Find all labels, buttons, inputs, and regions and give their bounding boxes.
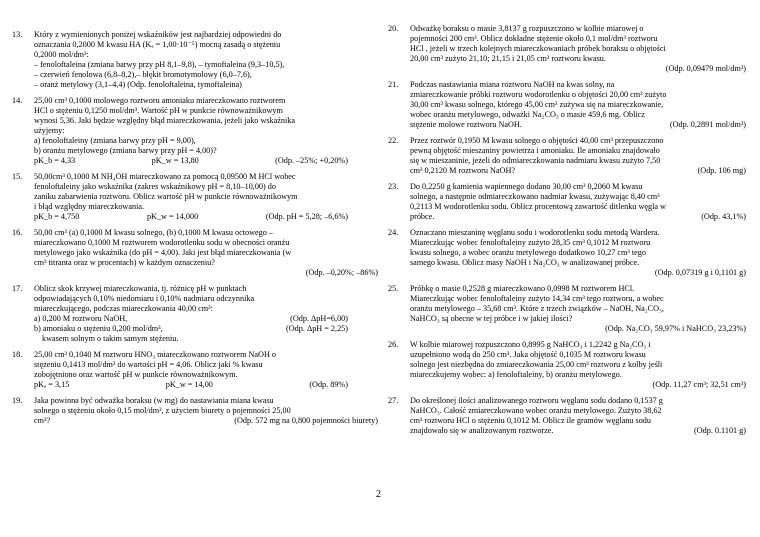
problem-text: oranżu metylowego – 35,68 cm³. Które z trzech związków – NaOH, Na₂CO₃, bbox=[410, 304, 664, 313]
problem-number: 26. bbox=[388, 340, 399, 349]
problem-text: solnego o stężeniu około 0,15 mol/dm³, z użyciem biurety o pojemności 25,00 bbox=[34, 406, 291, 415]
problem-text: cm³? bbox=[34, 416, 51, 425]
answer: (Odp. 0,2891 mol/dm³) bbox=[669, 120, 746, 129]
indicator-option: – fenoloftaleina (zmiana barwy przy pH 8,1–9,8), – tymoftaleina (9,3–10,5), bbox=[34, 60, 285, 69]
problem-text: stężeniu 0,1413 mol/dm³ do wartości pH = 4,06. Oblicz jaki % kwasu bbox=[34, 360, 263, 369]
problem-15 bbox=[12, 172, 378, 222]
problem-text: cm³ roztworu HCl o stężeniu 0,1012 M. Oblicz ile gramów węglanu sodu bbox=[410, 416, 651, 425]
problem-text: się w mieszaninie, jeżeli do odmiareczkowania nadmiaru kwasu zużyto 7,50 bbox=[410, 156, 661, 165]
problem-number: 13. bbox=[12, 30, 23, 39]
constant: pK_w = 13,80 bbox=[151, 156, 199, 165]
problem-number: 17. bbox=[12, 284, 23, 293]
problem-20 bbox=[388, 24, 746, 74]
problem-text: miareczkowano 0,1000 M roztworem wodorotlenku sodu w obecności oranżu bbox=[34, 238, 290, 247]
problem-number: 20. bbox=[388, 24, 399, 33]
problem-text: 25,00 cm³ 0,1040 M roztworu HNO₃ miareczkowano roztworem NaOH o bbox=[34, 350, 277, 359]
problem-text: 50,00 cm³ (a) 0,1000 M kwasu solnego, (b) 0,1000 M kwasu octowego – bbox=[34, 228, 273, 237]
problem-text-with-answer bbox=[34, 416, 378, 426]
constant: pKₐ = 3,15 bbox=[34, 380, 70, 389]
problem-text: cm³ 0,2120 M roztworu NaOH? bbox=[410, 166, 516, 175]
problem-text: oznaczania 0,2000 M kwasu HA (Kₐ = 1,00·10⁻⁵) mocną zasadą o stężeniu bbox=[34, 40, 281, 49]
answer: (Odp. 572 mg na 0,800 pojemności biurety) bbox=[234, 416, 378, 425]
problem-number: 24. bbox=[388, 228, 399, 237]
problem-number: 23. bbox=[388, 182, 399, 191]
problem-17 bbox=[12, 284, 378, 344]
problem-text: 25,00 cm³ 0,1000 molowego roztworu amoniaku miareczkowano roztworem bbox=[34, 96, 286, 105]
problem-text: Podczas nastawiania miana roztworu NaOH na kwas solny, na bbox=[410, 80, 615, 89]
problem-text: 50,00cm³ 0,1000 M NH₄OH miareczkowano za pomocą 0,09500 M HCl wobec bbox=[34, 172, 296, 181]
problem-19 bbox=[12, 396, 378, 426]
problem-text: Który z wymienionych poniżej wskaźników jest najbardziej odpowiedni do bbox=[34, 30, 282, 39]
right-column bbox=[388, 24, 746, 442]
problem-text: użyjemy: bbox=[34, 126, 65, 135]
problem-text: Oblicz skok krzywej miareczkowania, tj. różnicę pH w punktach bbox=[34, 284, 247, 293]
problem-text: solnego jest niezbędna do zmiareczkowania 25,00 cm³ roztworu z kolby jeśli bbox=[410, 360, 663, 369]
subquestion-a bbox=[34, 314, 378, 324]
problem-18 bbox=[12, 350, 378, 390]
problem-text: a) fenoloftaleiny (zmiana barwy przy pH = 9,00), bbox=[34, 136, 196, 145]
problem-text: uzupełniono wodą do 250 cm³. Jaka objętość 0,1035 M roztworu kwasu bbox=[410, 350, 646, 359]
problem-text: metylowego jako wskaźnika (do pH = 4,00). Jaki jest błąd miareczkowania (w bbox=[34, 248, 292, 257]
problem-22 bbox=[388, 136, 746, 176]
answer: (Odp. 0,07319 g i 0,1101 g) bbox=[654, 268, 746, 277]
problem-text-with-answer bbox=[410, 166, 746, 176]
problem-text: 0,2000 mol/dm³: bbox=[34, 50, 89, 59]
problem-text-with-answer bbox=[410, 426, 746, 436]
problem-text: W kolbie miarowej rozpuszczono 0,8995 g NaHCO₃ i 1,2242 g Na₂CO₃ i bbox=[410, 340, 651, 349]
answer: (Odp. pH = 5,28; –6,6%) bbox=[265, 212, 348, 221]
constant: pK_w = 14,000 bbox=[146, 212, 199, 221]
problem-text: Jaka powinna być odważka boraksu (w mg) do nastawiania miana kwasu bbox=[34, 396, 274, 405]
problem-text-with-answer bbox=[410, 120, 746, 130]
problem-text: stężenie molowe roztworu NaOH. bbox=[410, 120, 522, 129]
problem-text: wobec oranżu metylowego, odważki Na₂CO₃ o masie 459,6 mg. Oblicz bbox=[410, 110, 645, 119]
problem-text: b) oranżu metylowego (zmiana barwy przy pH = 4,00)? bbox=[34, 146, 217, 155]
answer: (Odp. 0,09479 mol/dm³) bbox=[665, 64, 746, 73]
problem-number: 14. bbox=[12, 96, 23, 105]
constant: pK_b = 4,33 bbox=[34, 156, 76, 165]
problem-text: i błąd względny miareczkowania. bbox=[34, 202, 145, 211]
problem-25 bbox=[388, 284, 746, 334]
answer: (Odp. 0.1101 g) bbox=[694, 426, 746, 435]
problem-text: kwasu solnego, a wobec oranżu metylowego dodatkowo 10,27 cm³ tego bbox=[410, 248, 646, 257]
problem-text: Przez roztwór 0,1950 M kwasu solnego o objętości 40,00 cm³ przepuszczono bbox=[410, 136, 664, 145]
constants-row bbox=[34, 156, 378, 166]
problem-number: 27. bbox=[388, 396, 399, 405]
problem-text: Oznaczano mieszaninę węglanu sodu i wodorotlenku sodu metodą Wardera. bbox=[410, 228, 660, 237]
answer: (Odp. 43,1%) bbox=[701, 212, 746, 221]
constant: pK_w = 14,00 bbox=[165, 380, 213, 389]
subquestion-text: a) 0,200 M roztworu NaOH, bbox=[34, 314, 128, 323]
problem-text: znajdowało się w analizowanym roztworze. bbox=[410, 426, 554, 435]
problem-number: 16. bbox=[12, 228, 23, 237]
problem-text: Miareczkując wobec fenoloftaleiny zużyto 14,34 cm³ tego roztworu, a wobec bbox=[410, 294, 664, 303]
problem-text: kwasem solnym o takim samym stężeniu. bbox=[42, 334, 179, 343]
problem-13 bbox=[12, 30, 378, 90]
problem-text-with-answer bbox=[410, 212, 746, 222]
problem-text: Miareczkując wobec fenoloftaleiny zużyto 28,35 cm³ 0,1012 M roztworu bbox=[410, 238, 651, 247]
problem-text: miareczkującego, podczas miareczkowania 40,00 cm³: bbox=[34, 304, 213, 313]
problem-text: NaHCO₃ są obecne w tej próbce i w jakiej ilości? bbox=[410, 314, 573, 323]
problem-23 bbox=[388, 182, 746, 222]
problem-text: wynosi 5,36. Jaki będzie względny błąd miareczkowania, jeżeli jako wskaźnika bbox=[34, 116, 296, 125]
problem-text: Do 0,2250 g kamienia wapiennego dodano 30,00 cm³ 0,2060 M kwasu bbox=[410, 182, 643, 191]
problem-text: Do określonej ilości analizowanego roztworu węglanu sodu dodano 0,1537 g bbox=[410, 396, 663, 405]
problem-text: odpowiadających 0,10% niedomiaru i 0,10% nadmiaru odczynnika bbox=[34, 294, 255, 303]
problem-text: zmiareczkowanie próbki roztworu wodorotlenku o objętości 20,00 cm³ zużyto bbox=[410, 90, 667, 99]
problem-text: Odważkę boraksu o masie 3,8137 g rozpuszczono w kolbie miarowej o bbox=[410, 24, 644, 33]
problem-text: cm³ titranta oraz w procentach) w każdym oznaczeniu? bbox=[34, 258, 215, 267]
problem-21 bbox=[388, 80, 746, 130]
problem-number: 21. bbox=[388, 80, 399, 89]
constant: pK_b = 4,750 bbox=[34, 212, 80, 221]
answer: (Odp. 11,27 cm³; 32,51 cm³) bbox=[652, 380, 746, 389]
problem-text: fenoloftaleiny jako wskaźnika (zakres wskaźnikowy pH = 8,10–10,00) do bbox=[34, 182, 276, 191]
problem-number: 22. bbox=[388, 136, 399, 145]
problem-text: HCl , jeżeli w trzech kolejnych miareczkowaniach próbek boraksu o objętości bbox=[410, 44, 666, 53]
problem-text: Próbkę o masie 0,2528 g miareczkowano 0,0998 M roztworem HCl. bbox=[410, 284, 635, 293]
problem-26 bbox=[388, 340, 746, 390]
constants-row bbox=[34, 380, 378, 390]
left-column bbox=[12, 30, 378, 432]
problem-text: pewną objętość mieszaniny powietrza i amoniaku. Ile amoniaku znajdowało bbox=[410, 146, 660, 155]
answer: (Odp. 106 mg) bbox=[697, 166, 746, 175]
problem-text: 30,00 cm³ kwasu solnego, którego 45,00 cm³ zużywa się na miareczkowanie, bbox=[410, 100, 664, 109]
problem-14 bbox=[12, 96, 378, 166]
problem-text: próbce. bbox=[410, 212, 435, 221]
problem-text: HCl o stężeniu 0,1250 mol/dm³. Wartość pH w punkcie równoważnikowym bbox=[34, 106, 283, 115]
subquestion-b bbox=[34, 324, 378, 334]
indicator-option: – czerwień fenolowa (6,8–8,2),– błękit bromotymolowy (6,0–7,6), bbox=[34, 70, 252, 79]
problem-text: 0,2113 M wodorotlenku sodu. Oblicz procentową zawartość ditlenku węgla w bbox=[410, 202, 666, 211]
problem-text: NaHCO₃. Całość zmiareczkowano wobec oranżu metylowego. Zużyto 38,62 bbox=[410, 406, 662, 415]
problem-text: samego kwasu. Oblicz masy NaOH i Na₂CO₃ w analizowanej próbce. bbox=[410, 258, 640, 267]
constants-row bbox=[34, 212, 378, 222]
answer: (Odp. Na₂CO₃ 59,97% i NaHCO₃ 23,23%) bbox=[605, 324, 746, 333]
problem-number: 25. bbox=[388, 284, 399, 293]
page-number: 2 bbox=[376, 489, 381, 500]
subquestion-text: b) amoniaku o stężeniu 0,200 mol/dm³, bbox=[34, 324, 163, 333]
answer: (Odp. ΔpH = 2,25) bbox=[286, 324, 348, 333]
problem-text: zobojętniono oraz wartość pH w punkcie równoważnikowym. bbox=[34, 370, 238, 379]
problem-number: 18. bbox=[12, 350, 23, 359]
answer: (Odp. –25%; +0,20%) bbox=[275, 156, 348, 165]
problem-24 bbox=[388, 228, 746, 278]
problem-16 bbox=[12, 228, 378, 278]
problem-text: miareczkujemy wobec: a) fenoloftaleiny, b) oranżu metylowego. bbox=[410, 370, 622, 379]
problem-text: solnego, a następnie odmiareczkowano nadmiar kwasu, zużywając 8,40 cm³ bbox=[410, 192, 660, 201]
answer: (Odp. ΔpH=6,00) bbox=[290, 314, 348, 323]
answer: (Odp. –0,20%; –86%) bbox=[305, 268, 378, 277]
problem-text: 20,00 cm³ zużyto 21,10; 21,15 i 21,05 cm³ roztworu kwasu. bbox=[410, 54, 606, 63]
problem-number: 15. bbox=[12, 172, 23, 181]
problem-27 bbox=[388, 396, 746, 436]
indicator-option-answer: – oranż metylowy (3,1–4,4) (Odp. fenoloftaleina, tymoftaleina) bbox=[34, 80, 242, 89]
problem-number: 19. bbox=[12, 396, 23, 405]
problem-text: zaniku zabarwienia roztworu. Oblicz wartość pH w punkcie równoważnikowym bbox=[34, 192, 298, 201]
problem-text: pojemności 200 cm³. Oblicz dokładne stężenie około 0,1 mol/dm³ roztworu bbox=[410, 34, 658, 43]
answer: (Odp. 89%) bbox=[309, 380, 348, 389]
